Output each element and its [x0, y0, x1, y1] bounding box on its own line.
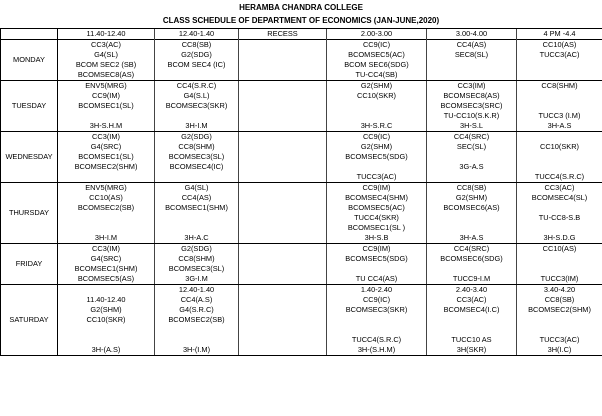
- schedule-cell: 3H-S.D.G: [517, 233, 602, 244]
- schedule-cell: BCOMSEC2(SB): [58, 203, 155, 213]
- table-row: [1, 162, 602, 172]
- table-row: [1, 70, 602, 81]
- schedule-cell: CC4(S.R.C): [155, 81, 239, 92]
- schedule-cell: CC3(AC): [517, 183, 602, 194]
- schedule-cell: [239, 132, 327, 143]
- schedule-cell: [58, 325, 155, 335]
- schedule-cell: 3H-A.C: [155, 233, 239, 244]
- schedule-cell: CC3(IM): [427, 81, 517, 92]
- header-time-slot: 11.40-12.40: [58, 29, 155, 40]
- schedule-cell: CC3(AC): [58, 40, 155, 51]
- schedule-cell: 3H(I.C): [517, 345, 602, 356]
- table-row: [1, 295, 602, 305]
- schedule-cell: BCOMSEC1(SL): [58, 101, 155, 111]
- schedule-cell: CC4(SRC): [427, 244, 517, 255]
- schedule-cell: [517, 315, 602, 325]
- schedule-cell: CC10(AS): [58, 193, 155, 203]
- schedule-cell: [239, 335, 327, 345]
- table-row: [1, 111, 602, 121]
- schedule-cell: [239, 121, 327, 132]
- schedule-cell: [239, 162, 327, 172]
- schedule-cell: BCOMSEC1(SHM): [58, 264, 155, 274]
- schedule-cell: [155, 213, 239, 223]
- schedule-cell: [239, 152, 327, 162]
- table-row: [1, 325, 602, 335]
- schedule-cell: BCOMSEC3(SKR): [155, 101, 239, 111]
- schedule-cell: BCOM SEC2 (SB): [58, 60, 155, 70]
- header-row: [1, 29, 602, 40]
- schedule-cell: [58, 335, 155, 345]
- schedule-cell: [155, 172, 239, 183]
- schedule-title: CLASS SCHEDULE OF DEPARTMENT OF ECONOMICS (JAN-JUNE,2020): [162, 16, 440, 25]
- table-row: [1, 223, 602, 233]
- schedule-cell: [239, 285, 327, 296]
- schedule-cell: [427, 172, 517, 183]
- schedule-cell: BCOMSEC5(AC): [327, 203, 427, 213]
- schedule-cell: [239, 274, 327, 285]
- schedule-cell: G4(SL): [58, 50, 155, 60]
- schedule-cell: BCOMSEC2(SHM): [58, 162, 155, 172]
- schedule-cell: [239, 295, 327, 305]
- schedule-cell: [239, 315, 327, 325]
- table-row: [1, 244, 602, 255]
- schedule-cell: CC3(IM): [58, 132, 155, 143]
- schedule-cell: 12.40-1.40: [155, 285, 239, 296]
- header-time-slot: 2.00-3.00: [327, 29, 427, 40]
- schedule-cell: [239, 254, 327, 264]
- table-row: [1, 132, 602, 143]
- schedule-cell: [327, 111, 427, 121]
- schedule-cell: [58, 213, 155, 223]
- schedule-cell: CC3(IM): [58, 244, 155, 255]
- schedule-cell: [239, 70, 327, 81]
- schedule-cell: CC8(SHM): [155, 142, 239, 152]
- schedule-cell: BCOMSEC2(SHM): [517, 305, 602, 315]
- table-row: [1, 203, 602, 213]
- schedule-cell: 11.40-12.40: [58, 295, 155, 305]
- schedule-cell: 3H-A.S: [517, 121, 602, 132]
- header-time-slot: 12.40-1.40: [155, 29, 239, 40]
- schedule-cell: BCOMSEC4(SL): [517, 193, 602, 203]
- schedule-cell: 3H-A.S: [427, 233, 517, 244]
- schedule-cell: [239, 203, 327, 213]
- schedule-cell: 3H-S.H.M: [58, 121, 155, 132]
- schedule-cell: 3H-S.L: [427, 121, 517, 132]
- schedule-cell: [58, 223, 155, 233]
- schedule-cell: TUCC3(AC): [517, 50, 602, 60]
- header-time-slot: 3.00-4.00: [427, 29, 517, 40]
- table-row: [1, 315, 602, 325]
- schedule-cell: BCOMSEC5(SDG): [327, 254, 427, 264]
- table-row: [1, 91, 602, 101]
- schedule-cell: [239, 233, 327, 244]
- header-time-slot: RECESS: [239, 29, 327, 40]
- schedule-cell: 3H(SKR): [427, 345, 517, 356]
- schedule-cell: CC8(SB): [155, 40, 239, 51]
- table-row: [1, 101, 602, 111]
- schedule-cell: [517, 60, 602, 70]
- schedule-cell: CC9(IM): [327, 183, 427, 194]
- schedule-cell: [517, 91, 602, 101]
- schedule-cell: CC8(SB): [517, 295, 602, 305]
- schedule-cell: TU-CC8-S.B: [517, 213, 602, 223]
- schedule-cell: BCOM SEC6(SDG): [327, 60, 427, 70]
- table-row: [1, 40, 602, 51]
- schedule-cell: TUCC4(S.R.C): [517, 172, 602, 183]
- schedule-cell: [239, 325, 327, 335]
- schedule-cell: BCOMSEC2(SB): [155, 315, 239, 325]
- schedule-cell: CC8(SB): [427, 183, 517, 194]
- schedule-cell: [427, 264, 517, 274]
- schedule-cell: 1.40-2.40: [327, 285, 427, 296]
- table-row: [1, 50, 602, 60]
- header-time-slot: 4 PM -4.4: [517, 29, 602, 40]
- schedule-cell: BCOMSEC6(AS): [427, 203, 517, 213]
- schedule-cell: [155, 325, 239, 335]
- schedule-cell: [427, 60, 517, 70]
- schedule-cell: BCOMSEC4(IC): [155, 162, 239, 172]
- table-row: [1, 183, 602, 194]
- schedule-cell: [427, 70, 517, 81]
- schedule-cell: G2(SDG): [155, 50, 239, 60]
- schedule-cell: TUCC3(IM): [517, 274, 602, 285]
- schedule-cell: BCOMSEC3(SL): [155, 264, 239, 274]
- schedule-cell: BCOMSEC5(SDG): [327, 152, 427, 162]
- schedule-cell: CC3(AC): [427, 295, 517, 305]
- day-label: THURSDAY: [1, 183, 58, 244]
- schedule-cell: [327, 315, 427, 325]
- schedule-cell: [239, 264, 327, 274]
- schedule-table: [0, 28, 602, 356]
- schedule-cell: BCOMSEC4(I.C): [427, 305, 517, 315]
- table-row: [1, 335, 602, 345]
- schedule-cell: BCOM SEC4 (IC): [155, 60, 239, 70]
- schedule-cell: CC4(A.S): [155, 295, 239, 305]
- schedule-cell: G2(SDG): [155, 132, 239, 143]
- schedule-cell: [427, 325, 517, 335]
- schedule-cell: [239, 345, 327, 356]
- schedule-cell: BCOMSEC8(AS): [58, 70, 155, 81]
- schedule-cell: CC9(IC): [327, 295, 427, 305]
- schedule-cell: TUCC4(S.R.C): [327, 335, 427, 345]
- schedule-cell: [58, 285, 155, 296]
- schedule-cell: [239, 193, 327, 203]
- schedule-cell: BCOMSEC8(AS): [427, 91, 517, 101]
- schedule-cell: [239, 50, 327, 60]
- schedule-cell: [427, 213, 517, 223]
- schedule-cell: [327, 325, 427, 335]
- header-corner: [1, 29, 58, 40]
- schedule-cell: CC4(AS): [427, 40, 517, 51]
- schedule-cell: [517, 325, 602, 335]
- table-row: [1, 345, 602, 356]
- schedule-cell: [517, 152, 602, 162]
- table-row: [1, 81, 602, 92]
- schedule-cell: CC10(SKR): [517, 142, 602, 152]
- schedule-cell: CC4(AS): [155, 193, 239, 203]
- schedule-cell: G2(SDG): [155, 244, 239, 255]
- schedule-cell: [155, 223, 239, 233]
- schedule-cell: BCOMSEC5(AS): [58, 274, 155, 285]
- day-label: MONDAY: [1, 40, 58, 81]
- schedule-cell: 3H-(I.M): [155, 345, 239, 356]
- table-row: [1, 60, 602, 70]
- schedule-cell: [239, 172, 327, 183]
- schedule-cell: [327, 264, 427, 274]
- schedule-cell: TUCC3(AC): [517, 335, 602, 345]
- schedule-cell: [239, 101, 327, 111]
- schedule-cell: TU-CC10(S.K.R): [427, 111, 517, 121]
- schedule-cell: 3H-(A.S): [58, 345, 155, 356]
- schedule-cell: [58, 172, 155, 183]
- schedule-cell: [239, 111, 327, 121]
- schedule-cell: [239, 244, 327, 255]
- schedule-cell: BCOMSEC1(SHM): [155, 203, 239, 213]
- schedule-cell: 3H-(S.H.M): [327, 345, 427, 356]
- table-row: [1, 233, 602, 244]
- schedule-cell: [239, 142, 327, 152]
- college-name: HERAMBA CHANDRA COLLEGE: [239, 3, 363, 12]
- schedule-cell: CC10(SKR): [327, 91, 427, 101]
- table-row: [1, 264, 602, 274]
- schedule-cell: [327, 162, 427, 172]
- schedule-cell: G4(S.L): [155, 91, 239, 101]
- schedule-cell: G4(SRC): [58, 254, 155, 264]
- schedule-cell: 3H-S.R.C: [327, 121, 427, 132]
- day-label: SATURDAY: [1, 285, 58, 356]
- schedule-cell: 3G-I.M: [155, 274, 239, 285]
- table-row: [1, 213, 602, 223]
- schedule-cell: [239, 305, 327, 315]
- schedule-cell: CC4(SRC): [427, 132, 517, 143]
- schedule-cell: [155, 111, 239, 121]
- table-row: [1, 254, 602, 264]
- schedule-cell: SEC8(SL): [427, 50, 517, 60]
- schedule-cell: TUCC3(AC): [327, 172, 427, 183]
- schedule-cell: [239, 60, 327, 70]
- schedule-cell: TUCC9-I.M: [427, 274, 517, 285]
- schedule-cell: CC9(IM): [327, 244, 427, 255]
- schedule-cell: TU CC4(AS): [327, 274, 427, 285]
- schedule-cell: TUCC4(SKR): [327, 213, 427, 223]
- schedule-cell: [239, 183, 327, 194]
- schedule-cell: BCOMSEC3(SKR): [327, 305, 427, 315]
- schedule-cell: [517, 223, 602, 233]
- table-row: [1, 305, 602, 315]
- schedule-cell: [239, 40, 327, 51]
- schedule-cell: ENV5(MRG): [58, 183, 155, 194]
- schedule-cell: 3G-A.S: [427, 162, 517, 172]
- schedule-cell: G2(SHM): [427, 193, 517, 203]
- schedule-cell: G4(SL): [155, 183, 239, 194]
- schedule-cell: BCOMSEC3(SRC): [427, 101, 517, 111]
- table-row: [1, 274, 602, 285]
- schedule-cell: CC8(SHM): [517, 81, 602, 92]
- schedule-cell: CC8(SHM): [155, 254, 239, 264]
- table-row: [1, 285, 602, 296]
- schedule-cell: [427, 152, 517, 162]
- schedule-cell: [517, 132, 602, 143]
- schedule-cell: [517, 162, 602, 172]
- schedule-cell: 2.40-3.40: [427, 285, 517, 296]
- schedule-cell: CC10(SKR): [58, 315, 155, 325]
- schedule-cell: CC9(IC): [327, 132, 427, 143]
- schedule-cell: [517, 264, 602, 274]
- schedule-cell: [155, 70, 239, 81]
- schedule-cell: 3H-S.B: [327, 233, 427, 244]
- schedule-cell: 3H-I.M: [155, 121, 239, 132]
- schedule-cell: TUCC3 (I.M): [517, 111, 602, 121]
- schedule-cell: [517, 254, 602, 264]
- schedule-cell: SEC(SL): [427, 142, 517, 152]
- schedule-cell: BCOMSEC5(AC): [327, 50, 427, 60]
- schedule-cell: [517, 101, 602, 111]
- schedule-cell: CC9(IC): [327, 40, 427, 51]
- schedule-cell: [239, 81, 327, 92]
- schedule-cell: [517, 203, 602, 213]
- day-label: TUESDAY: [1, 81, 58, 132]
- schedule-cell: BCOMSEC6(SDG): [427, 254, 517, 264]
- schedule-cell: BCOMSEC1(SL): [58, 152, 155, 162]
- table-row: [1, 193, 602, 203]
- schedule-cell: G4(S.R.C): [155, 305, 239, 315]
- schedule-cell: BCOMSEC1(SL ): [327, 223, 427, 233]
- table-row: [1, 142, 602, 152]
- schedule-cell: 3H-I.M: [58, 233, 155, 244]
- table-row: [1, 172, 602, 183]
- schedule-cell: 3.40-4.20: [517, 285, 602, 296]
- table-row: [1, 121, 602, 132]
- schedule-cell: [155, 335, 239, 345]
- schedule-cell: CC10(AS): [517, 40, 602, 51]
- schedule-cell: [239, 213, 327, 223]
- schedule-cell: ENV5(MRG): [58, 81, 155, 92]
- day-label: WEDNESDAY: [1, 132, 58, 183]
- schedule-cell: [427, 223, 517, 233]
- schedule-cell: [327, 101, 427, 111]
- schedule-cell: [427, 315, 517, 325]
- schedule-cell: G2(SHM): [327, 142, 427, 152]
- schedule-cell: G2(SHM): [58, 305, 155, 315]
- schedule-cell: TUCC10 AS: [427, 335, 517, 345]
- table-row: [1, 152, 602, 162]
- schedule-cell: BCOMSEC4(SHM): [327, 193, 427, 203]
- schedule-cell: [239, 91, 327, 101]
- schedule-cell: BCOMSEC3(SL): [155, 152, 239, 162]
- schedule-cell: CC10(AS): [517, 244, 602, 255]
- schedule-cell: TU-CC4(SB): [327, 70, 427, 81]
- schedule-cell: CC9(IM): [58, 91, 155, 101]
- schedule-cell: G2(SHM): [327, 81, 427, 92]
- schedule-cell: G4(SRC): [58, 142, 155, 152]
- schedule-cell: [517, 70, 602, 81]
- schedule-cell: [239, 223, 327, 233]
- day-label: FRIDAY: [1, 244, 58, 285]
- schedule-cell: [58, 111, 155, 121]
